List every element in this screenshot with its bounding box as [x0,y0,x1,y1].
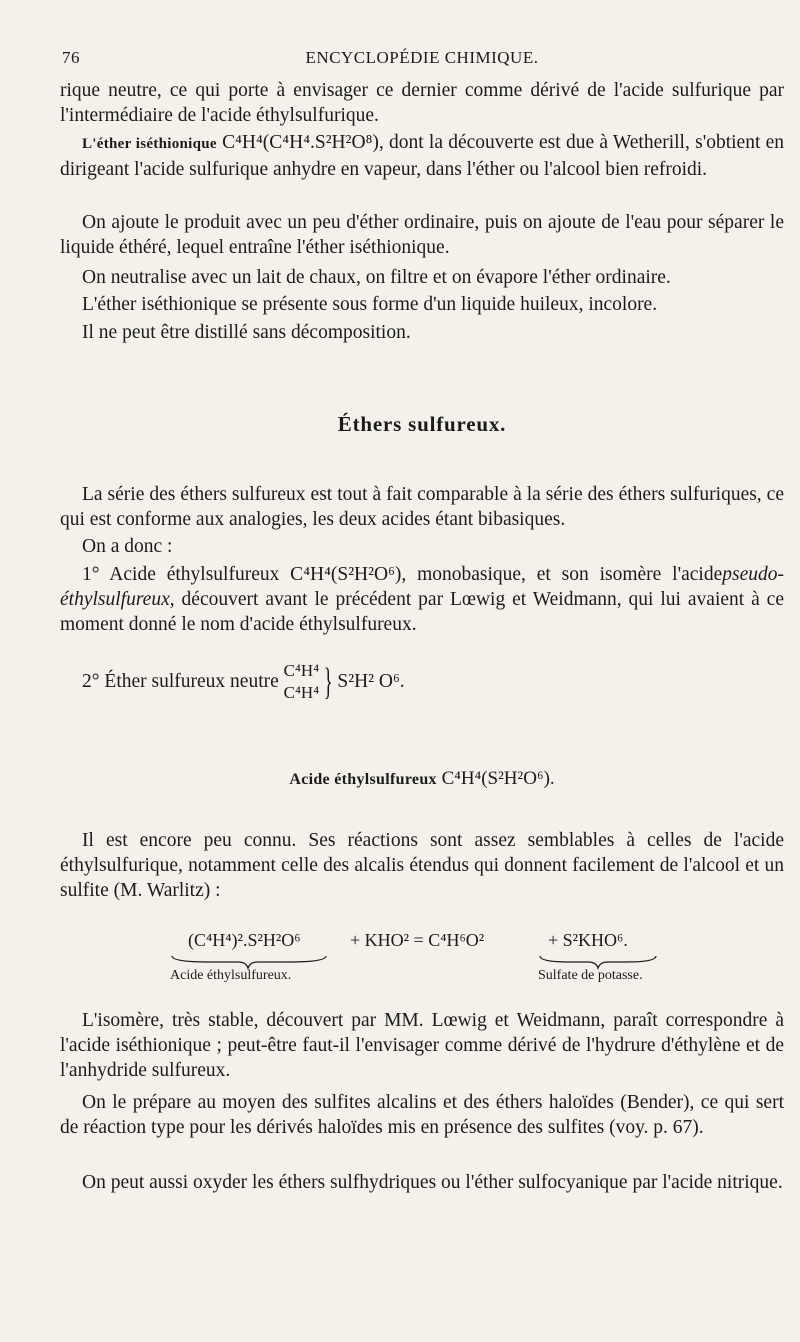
list-item-2 [60,660,784,704]
equation-label-1: Acide éthylsulfureux. [170,968,292,983]
page-number: 76 [62,48,80,67]
formula-isethionic: C⁴H⁴(C⁴H⁴.S²H²O⁸), [222,132,384,153]
paragraph-reactions: Il est encore peu connu. Ses réactions sont assez semblables à celles de l'acide éthylsulfurique, notamment celle des alcalis étendus qui donnent facilement de l'alcool et un sulfite (M. Warlitz) : [60,830,784,901]
paragraph-oxidation: On peut aussi oxyder les éthers sulfhydriques ou l'éther sulfocyanique par l'acide nitrique. [82,1172,783,1193]
formula-top: C⁴H⁴ [283,661,320,680]
subsection-title [60,768,784,790]
formula-bottom: C⁴H⁴ [283,683,320,702]
paragraph-continuation: rique neutre, ce qui porte à envisager ce dernier comme dérivé de l'acide sulfurique par l'intermédiaire de l'acide éthylsulfurique. [60,80,784,126]
paragraph-preparation-sulfites: On le prépare au moyen des sulfites alcalins et des éthers haloïdes (Bender), ce qui sert de réaction type pour les dérivés haloïdes mis en présence des sulfites (voy. p. 67). [60,1092,784,1138]
section-title: Éthers sulfureux. [337,412,507,436]
equation-term-1: (C⁴H⁴)².S²H²O⁶ [188,930,301,950]
paragraph-neutralise: On neutralise avec un lait de chaux, on filtre et on évapore l'éther ordinaire. [82,267,671,288]
paragraph-isethionic-text: dont la découverte est due à Wetherill, s'obtient en dirigeant l'acide sulfurique anhydre en vapeur, dans l'éther ou l'alcool bien refroidi. [60,132,785,180]
equation-term-2: + KHO² = C⁴H⁶O² [350,930,485,950]
page-header [60,40,784,70]
equation-term-3: + S²KHO⁶. [548,930,628,950]
subsection-title-text: Acide éthylsulfureux [289,771,437,788]
list-item-1-lead: 1° Acide éthylsulfureux C⁴H⁴(S²H²O⁶), monobasique, et son isomère l'acide [82,564,723,585]
equation-braces [60,954,784,970]
term-isethionic-ether: L'éther iséthionique [82,136,217,152]
list-item-2-lead: 2° Éther sulfureux neutre [82,671,279,692]
brace-icon: } [323,661,333,703]
paragraph-isethionic-ether [60,130,784,182]
paragraph-isomer: L'isomère, très stable, découvert par MM. Lœwig et Weidmann, paraît correspondre à l'acide iséthionique ; peut-être faut-il l'envisager comme dérivé de l'hydrure d'éthylène et de l'anhydride sulfureux. [60,1010,784,1081]
braced-formula [284,660,319,704]
page [60,40,784,1320]
paragraph-on-a-donc: On a donc : [82,536,173,557]
formula-right: S²H² O⁶. [337,671,405,692]
paragraph-distillation: Il ne peut être distillé sans décomposition. [82,322,411,343]
list-item-1-italic: pseudo-éthylsulfureux, [60,564,784,610]
subsection-formula: C⁴H⁴(S²H²O⁶). [441,768,555,789]
equation [60,930,784,1000]
list-item-1-tail: découvert avant le précédent par Lœwig et Weidmann, qui lui avaient à ce moment donné le nom d'acide éthylsulfureux. [60,589,784,635]
paragraph-properties: L'éther iséthionique se présente sous forme d'un liquide huileux, incolore. [82,294,658,315]
running-title: ENCYCLOPÉDIE CHIMIQUE. [305,48,539,67]
equation-label-2: Sulfate de potasse. [538,968,643,983]
paragraph-preparation: On ajoute le produit avec un peu d'éther ordinaire, puis on ajoute de l'eau pour séparer le liquide éthéré, lequel entraîne l'éther iséthionique. [60,212,784,258]
paragraph-series: La série des éthers sulfureux est tout à fait comparable à la série des éthers sulfuriques, ce qui est conforme aux analogies, les deux acides étant bibasiques. [60,484,784,530]
list-item-1 [60,562,784,637]
